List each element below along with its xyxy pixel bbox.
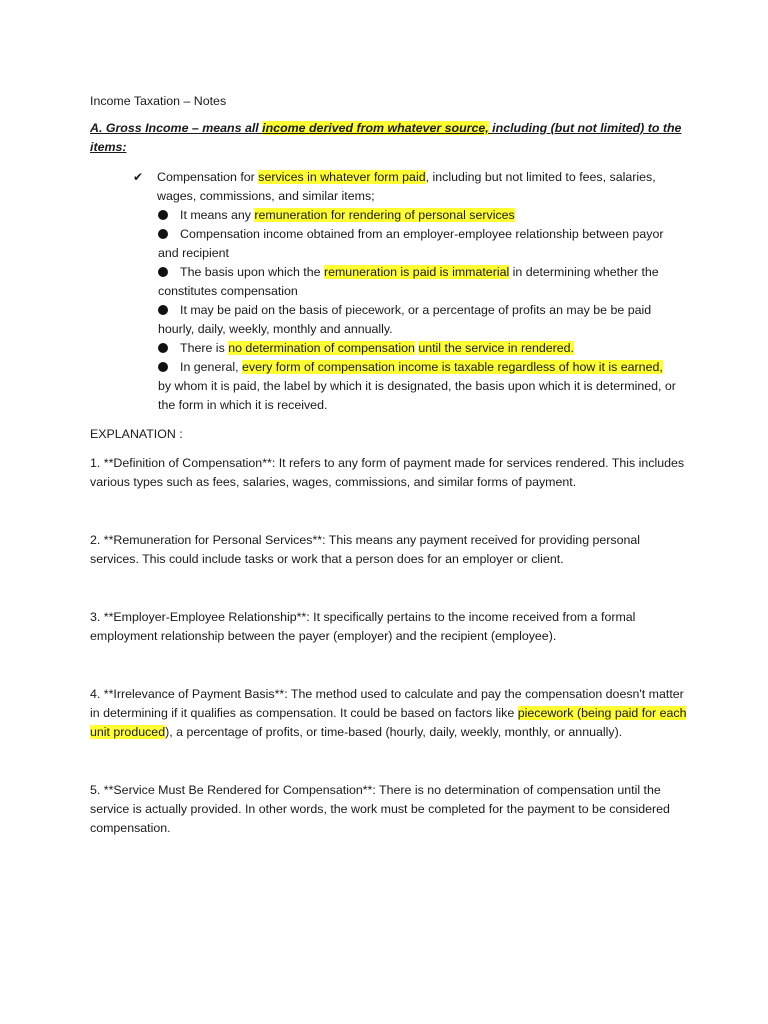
bullet-dot-icon bbox=[158, 362, 168, 372]
explanation-point-4 bbox=[90, 685, 690, 742]
explanation-point-2: 2. **Remuneration for Personal Services**: This means any payment received for providing personal services. This could include tasks or work that a person does for an employer or client. bbox=[90, 533, 641, 566]
document-page bbox=[90, 92, 690, 838]
bullet-1-text: It means any bbox=[180, 208, 255, 222]
document-title: Income Taxation – Notes bbox=[90, 94, 227, 108]
bullet-list bbox=[158, 206, 678, 415]
bullet-item-6 bbox=[158, 358, 678, 415]
check-item-highlight: services in whatever form paid bbox=[258, 170, 426, 184]
section-heading bbox=[90, 119, 690, 157]
checkmark-icon: ✔ bbox=[133, 170, 144, 184]
explanation-point-1: 1. **Definition of Compensation**: It refers to any form of payment made for services rendered. This includes various types such as fees, salaries, wages, commissions, and similar forms of payment. bbox=[90, 456, 685, 489]
bullet-dot-icon bbox=[158, 210, 168, 220]
heading-text-end: including (but not limited) to the items: bbox=[90, 121, 682, 154]
point-4-text-start: 4. **Irrelevance of Payment Basis**: The method used to calculate and pay the compensation doesn't matter in determining if it qualifies as compensation. It could be based on factors like bbox=[90, 687, 684, 720]
check-item-text-end: , including but not limited to fees, salaries, wages, commissions, and similar items; bbox=[157, 170, 656, 203]
checklist-item-compensation bbox=[133, 168, 690, 206]
explanation-heading: EXPLANATION : bbox=[90, 427, 183, 441]
bullet-6-highlight: every form of compensation income is taxable regardless of how it is earned, bbox=[242, 360, 663, 374]
bullet-item-2 bbox=[158, 225, 678, 263]
bullet-item-3 bbox=[158, 263, 678, 301]
bullet-6-text-end: by whom it is paid, the label by which it is designated, the basis upon which it is determined, or the form in which it is received. bbox=[158, 379, 676, 412]
bullet-dot-icon bbox=[158, 267, 168, 277]
bullet-3-highlight: remuneration is paid is immaterial bbox=[323, 265, 510, 279]
bullet-item-1 bbox=[158, 206, 678, 225]
heading-text-start: A. Gross Income – means all bbox=[90, 121, 263, 135]
bullet-5-text: There is bbox=[180, 341, 229, 355]
check-item-text-start: Compensation for bbox=[157, 170, 259, 184]
point-4-highlight: piecework (being paid for each unit produced bbox=[90, 706, 687, 739]
bullet-1-highlight: remuneration for rendering of personal services bbox=[254, 208, 515, 222]
bullet-dot-icon bbox=[158, 305, 168, 315]
bullet-5-highlight-1: no determination of compensation bbox=[228, 341, 415, 355]
point-4-text-end: ), a percentage of profits, or time-based (hourly, daily, weekly, monthly, or annually). bbox=[165, 725, 623, 739]
explanation-points bbox=[90, 454, 690, 838]
bullet-3-text-start: The basis upon which the bbox=[180, 265, 324, 279]
bullet-item-5 bbox=[158, 339, 678, 358]
bullet-3-text-end: in determining whether the constitutes compensation bbox=[158, 265, 659, 298]
bullet-dot-icon bbox=[158, 343, 168, 353]
explanation-point-5: 5. **Service Must Be Rendered for Compensation**: There is no determination of compensation until the service is actually provided. In other words, the work must be completed for the payment to be considered compensation. bbox=[90, 783, 670, 835]
bullet-6-text-start: In general, bbox=[180, 360, 242, 374]
bullet-5-highlight-2: until the service in rendered. bbox=[418, 341, 574, 355]
bullet-2-text: Compensation income obtained from an employer-employee relationship between payor and recipient bbox=[158, 227, 664, 260]
bullet-4-text: It may be paid on the basis of piecework, or a percentage of profits an may be be paid hourly, daily, weekly, monthly and annually. bbox=[158, 303, 652, 336]
bullet-dot-icon bbox=[158, 229, 168, 239]
bullet-item-4 bbox=[158, 301, 678, 339]
explanation-point-3: 3. **Employer-Employee Relationship**: It specifically pertains to the income received from a formal employment relationship between the payer (employer) and the recipient (employee). bbox=[90, 610, 636, 643]
heading-highlight: income derived from whatever source, bbox=[262, 121, 489, 135]
